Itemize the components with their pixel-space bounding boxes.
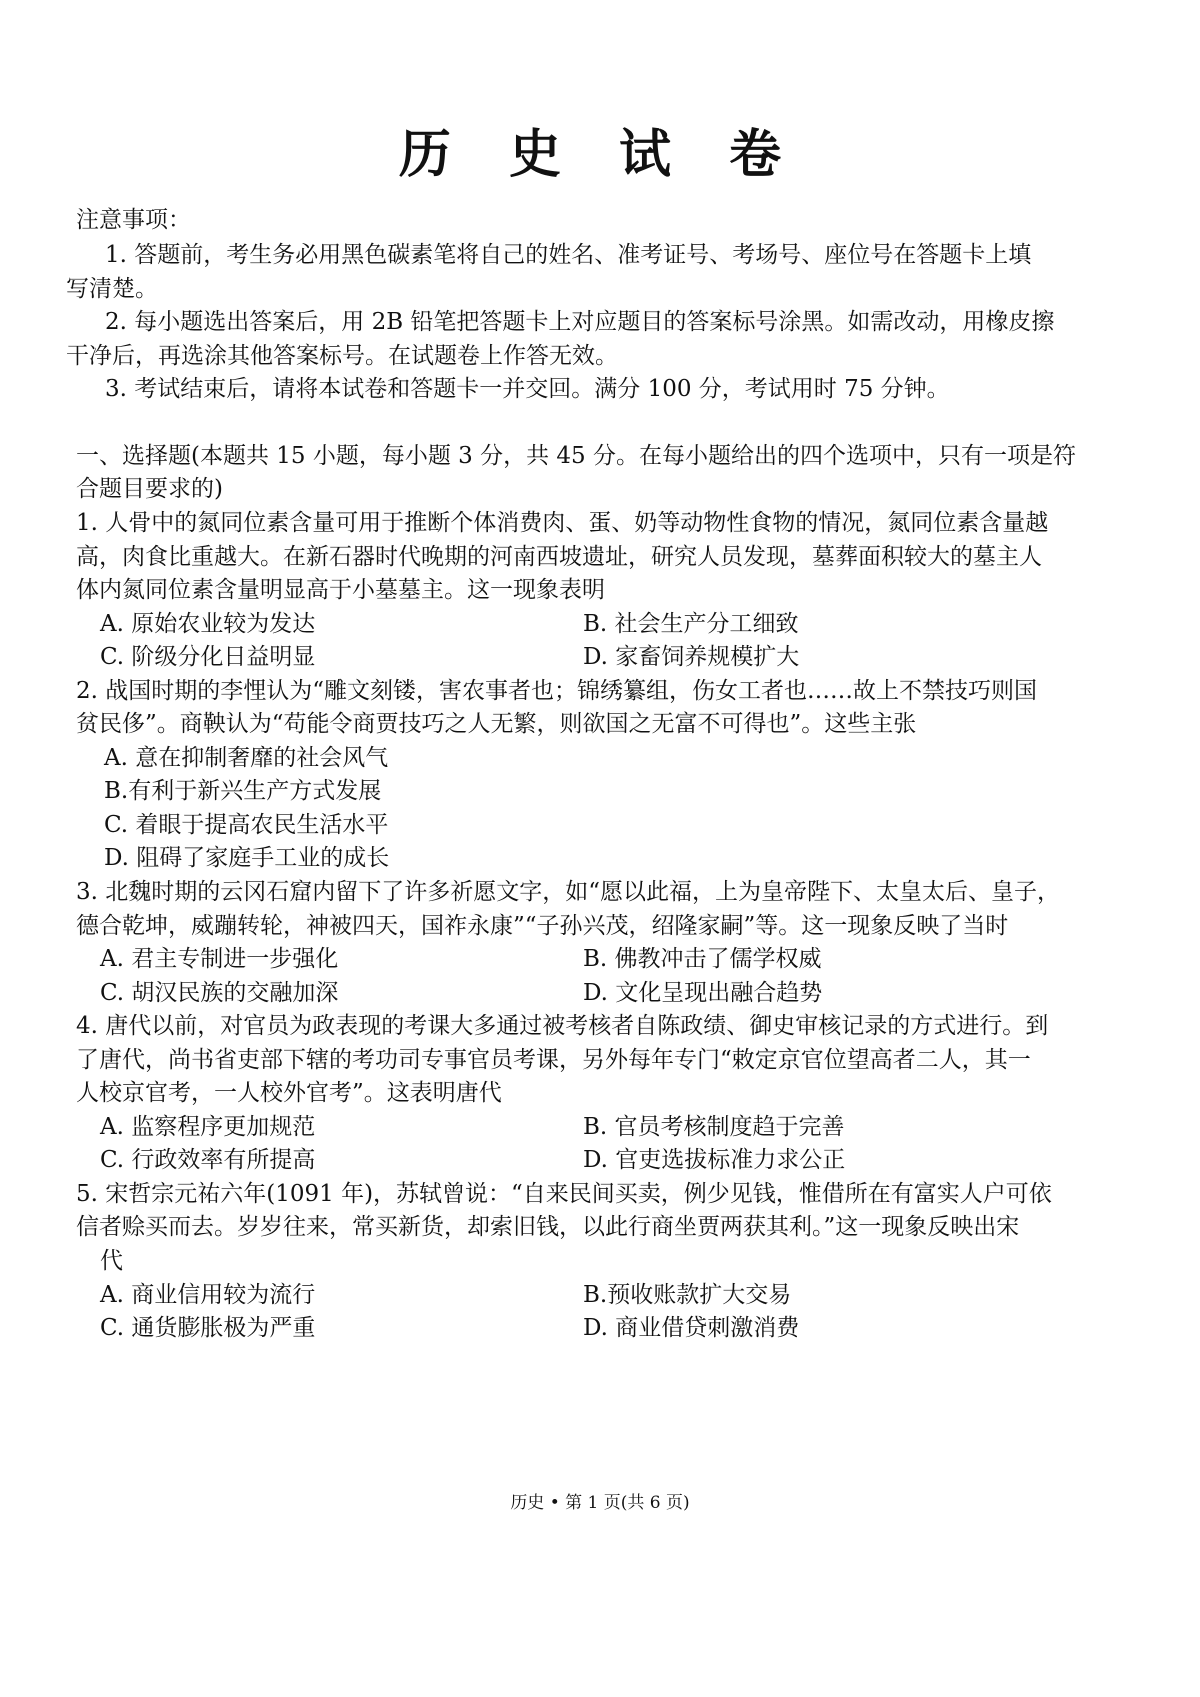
notice-line: 1. 答题前，考生务必用黑色碳素笔将自己的姓名、准考证号、考场号、座位号在答题卡上填 xyxy=(105,242,1032,268)
question-2-stem: 2. 战国时期的李悝认为“雕文刻镂，害农事者也；锦绣纂组，伤女工者也……故上不禁技巧则国 xyxy=(76,678,1038,704)
question-3-option-a: A. 君主专制进一步强化 xyxy=(100,946,339,972)
question-3-option-c: C. 胡汉民族的交融加深 xyxy=(100,980,339,1006)
section-header: 合题目要求的) xyxy=(76,476,223,502)
question-1-stem: 1. 人骨中的氮同位素含量可用于推断个体消费肉、蛋、奶等动物性食物的情况，氮同位素含量越 xyxy=(76,510,1049,536)
section-header: 一、选择题(本题共 15 小题，每小题 3 分，共 45 分。在每小题给出的四个选项中，只有一项是符 xyxy=(76,443,1077,469)
notice-line: 写清楚。 xyxy=(66,276,158,302)
question-4-option-a: A. 监察程序更加规范 xyxy=(100,1114,316,1140)
page-footer: 历史 • 第 1 页(共 6 页) xyxy=(510,1493,690,1513)
question-5-option-b: B.预收账款扩大交易 xyxy=(583,1282,792,1308)
question-5-option-c: C. 通货膨胀极为严重 xyxy=(100,1315,316,1341)
question-3-stem: 3. 北魏时期的云冈石窟内留下了许多祈愿文字，如“愿以此福，上为皇帝陛下、太皇太后、皇子， xyxy=(76,879,1061,905)
question-4-option-b: B. 官员考核制度趋于完善 xyxy=(583,1114,845,1140)
question-5-stem: 信者赊买而去。岁岁往来，常买新货，却索旧钱，以此行商坐贾两获其利。”这一现象反映出宋 xyxy=(76,1214,1020,1240)
question-4-option-d: D. 官吏选拔标准力求公正 xyxy=(583,1147,846,1173)
notice-line: 2. 每小题选出答案后，用 2B 铅笔把答题卡上对应题目的答案标号涂黑。如需改动，用橡皮擦 xyxy=(105,309,1055,335)
question-4-stem: 人校京官考，一人校外官考”。这表明唐代 xyxy=(76,1080,502,1106)
question-2-option-c: C. 着眼于提高农民生活水平 xyxy=(104,812,389,838)
question-5-option-d: D. 商业借贷刺激消费 xyxy=(583,1315,800,1341)
question-4-option-c: C. 行政效率有所提高 xyxy=(100,1147,316,1173)
question-3-stem: 德合乾坤，威蹦转轮，神被四天，国祚永康”“子孙兴茂，绍隆家嗣”等。这一现象反映了当时 xyxy=(76,913,1009,939)
question-4-stem: 4. 唐代以前，对官员为政表现的考课大多通过被考核者自陈政绩、御史审核记录的方式进行。到 xyxy=(76,1013,1049,1039)
question-1-option-b: B. 社会生产分工细致 xyxy=(583,611,799,637)
question-4-stem: 了唐代，尚书省吏部下辖的考功司专事官员考课，另外每年专门“敕定京官位望高者二人，其一 xyxy=(76,1047,1031,1073)
page-title: 历 史 试 卷 xyxy=(398,124,802,185)
question-2-option-a: A. 意在抑制奢靡的社会风气 xyxy=(104,745,389,771)
question-5-stem: 代 xyxy=(100,1248,123,1274)
notice-line: 3. 考试结束后，请将本试卷和答题卡一并交回。满分 100 分，考试用时 75 分钟。 xyxy=(105,376,950,402)
question-3-option-d: D. 文化呈现出融合趋势 xyxy=(583,980,823,1006)
question-5-stem: 5. 宋哲宗元祐六年(1091 年)，苏轼曾说：“自来民间买卖，例少见钱，惟借所在有富实人户可依 xyxy=(76,1181,1052,1207)
question-2-stem: 贫民侈”。商鞅认为“苟能令商贾技巧之人无繁，则欲国之无富不可得也”。这些主张 xyxy=(76,711,917,737)
question-1-option-a: A. 原始农业较为发达 xyxy=(100,611,316,637)
question-2-option-d: D. 阻碍了家庭手工业的成长 xyxy=(104,845,390,871)
question-5-option-a: A. 商业信用较为流行 xyxy=(100,1282,316,1308)
notice-line: 干净后，再选涂其他答案标号。在试题卷上作答无效。 xyxy=(66,343,618,369)
question-1-stem: 体内氮同位素含量明显高于小墓墓主。这一现象表明 xyxy=(76,577,605,603)
notice-heading: 注意事项： xyxy=(76,207,191,233)
question-1-option-d: D. 家畜饲养规模扩大 xyxy=(583,644,800,670)
question-1-option-c: C. 阶级分化日益明显 xyxy=(100,644,316,670)
question-1-stem: 高，肉食比重越大。在新石器时代晚期的河南西坡遗址，研究人员发现，墓葬面积较大的墓主人 xyxy=(76,544,1042,570)
question-2-option-b: B.有利于新兴生产方式发展 xyxy=(104,778,382,804)
question-3-option-b: B. 佛教冲击了儒学权威 xyxy=(583,946,822,972)
